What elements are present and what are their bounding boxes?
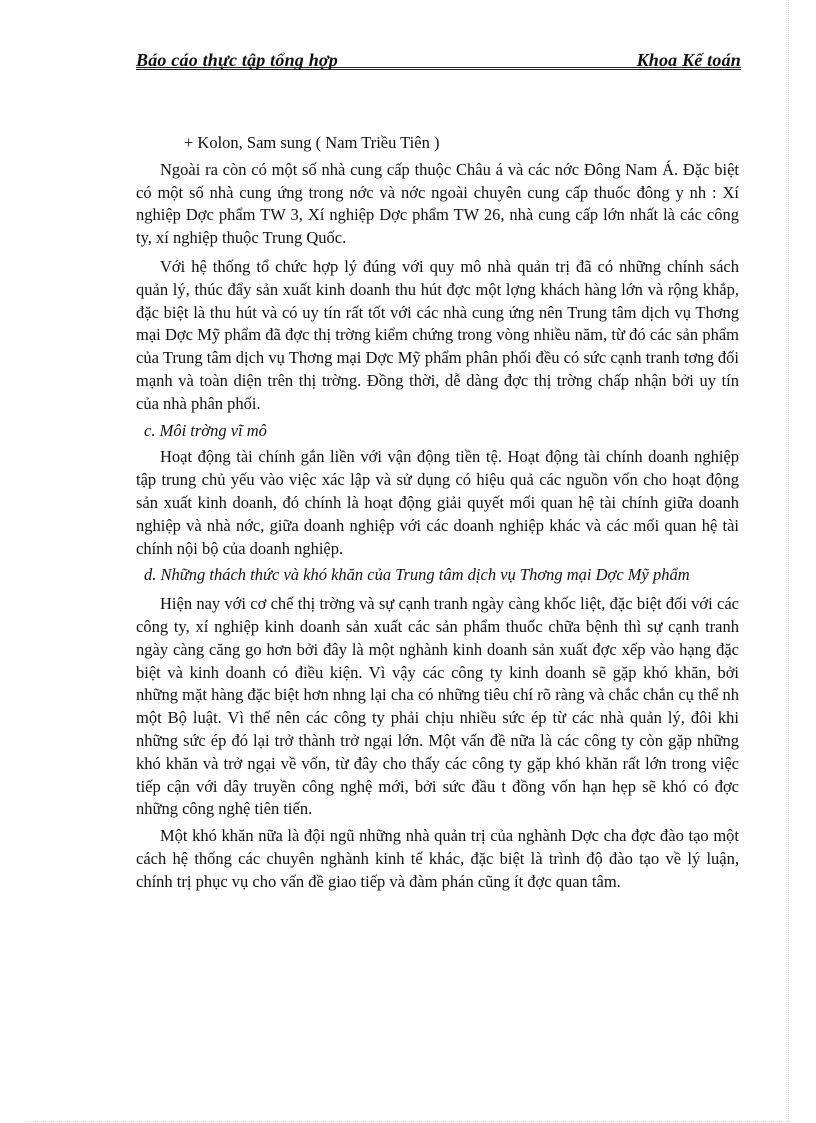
page-margin-guide [788,0,789,1123]
paragraph-suppliers: Ngoài ra còn có một số nhà cung cấp thuộc Châu á và các nớc Đông Nam Á. Đặc biệt có một số nhà cung ứng trong nớc và nớc ngoài chuyên cung cấp thuốc đông y nh : Xí nghiệp Dợc phẩm TW 3, Xí nghiệp Dợc phẩm TW 26, nhà cung cấp lớn nhất là các công ty, xí nghiệp thuộc Trung Quốc. [136,159,739,248]
supplier-list-item: + Kolon, Sam sung ( Nam Triều Tiên ) [184,133,440,152]
header-department: Khoa Kế toán [636,50,741,70]
page-header [136,50,741,70]
header-report-title: Báo cáo thực tập tổng hợp [136,50,338,70]
header-rule [136,67,741,70]
page-bottom-guide [26,1121,790,1122]
paragraph-management: Một khó khăn nữa là đội ngũ những nhà quản trị của nghành Dợc cha đợc đào tạo một cách hệ thống các chuyên nghành kinh tế khác, đặc biệt là trình độ đào tạo về lý luận, chính trị phục vụ cho vấn đề giao tiếp và đàm phán cũng ít đợc quan tâm. [136,826,739,891]
section-heading-challenges: d. Những thách thức và khó khăn của Trung tâm dịch vụ Thơng mại Dợc Mỹ phẩm [144,565,690,585]
paragraph-finance: Hoạt động tài chính gắn liền với vận động tiền tệ. Hoạt động tài chính doanh nghiệp tập trung chủ yếu vào việc xác lập và sử dụng có hiệu quả các nguồn vốn cho hoạt động sản xuất kinh doanh, đó chính là hoạt động giải quyết mối quan hệ tài chính giữa doanh nghiệp và nhà nớc, giữa doanh nghiệp với các doanh nghiệp khác và các mối quan hệ tài chính nội bộ của doanh nghiệp. [136,447,739,558]
paragraph-competition: Hiện nay với cơ chế thị trờng và sự cạnh tranh ngày càng khốc liệt, đặc biệt đối với các công ty, xí nghiệp kinh doanh sản xuất các sản phẩm thuốc chữa bệnh thì sự cạnh tranh ngày càng căng go hơn bởi đây là một nghành kinh doanh sản xuất đợc xếp vào hạng đặc biệt và kinh doanh có điều kiện. Vì vậy các công ty kinh doanh sẽ gặp khó khăn, bởi những mặt hàng đặc biệt hơn nhng lại cha có những tiêu chí rõ ràng và chắc chắn cụ thể nh một Bộ luật. Vì thế nên các công ty phải chịu nhiều sức ép từ các nhà quản lý, đôi khi những sức ép đó lại trở thành trở ngại lớn. Một vấn đề nữa là các công ty còn gặp những khó khăn và trở ngại về vốn, từ đây cho thấy các công ty gặp khó khăn rất lớn trong việc tiếp cận với dây truyền công nghệ mới, bởi sức đầu t đồng vốn hạn hẹp sẽ khó có đợc những công nghệ tiên tiến. [136,594,739,819]
document-body [136,132,739,894]
paragraph-organization: Với hệ thống tổ chức hợp lý đúng với quy mô nhà quản trị đã có những chính sách quản lý, thúc đẩy sản xuất kinh doanh thu hút đợc một lợng khách hàng lớn và rộng khắp, đặc biệt là thu hút và có uy tín rất tốt với các nhà cung ứng nên Trung tâm dịch vụ Thơng mại Dợc Mỹ phẩm đã đợc thị trờng kiểm chứng trong vòng nhiều năm, từ đó các sản phẩm của Trung tâm dịch vụ Thơng mại Dợc Mỹ phẩm phân phối đều có sức cạnh tranh tơng đối mạnh và toàn diện trên thị trờng. Đồng thời, dễ dàng đợc thị trờng chấp nhận bởi uy tín của nhà phân phối. [136,256,739,413]
section-heading-macro-environment: c. Môi trờng vĩ mô [144,420,267,440]
